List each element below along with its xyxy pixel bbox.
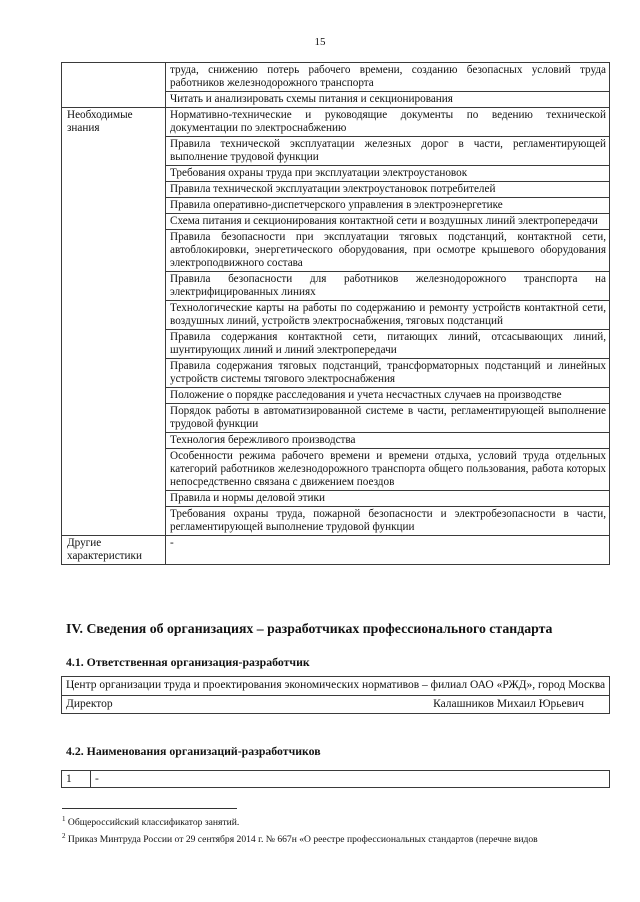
org-name-row	[62, 677, 610, 696]
footnotes	[62, 813, 612, 846]
row-label	[62, 63, 166, 108]
row-value: Технология бережливого производства	[166, 433, 610, 449]
row-value: Положение о порядке расследования и учета несчастных случаев на производстве	[166, 388, 610, 404]
org-position-row	[62, 695, 610, 714]
row-label: Необходимые знания	[62, 108, 166, 536]
row-value: Правила технической эксплуатации железных дорог в части, регламентирующей выполнение трудовой функции	[166, 137, 610, 166]
row-value: Правила оперативно-диспетчерского управления в электроэнергетике	[166, 198, 610, 214]
row-value: Технологические карты на работы по содержанию и ремонту устройств контактной сети, воздушных линий, устройств электроснабжения, тяговых подстанций	[166, 301, 610, 330]
footnote-separator	[62, 808, 237, 809]
section-title: IV. Сведения об организациях – разработчиках профессионального стандарта	[66, 621, 553, 636]
row-value: Правила содержания контактной сети, питающих линий, отсасывающих линий, шунтирующих линий и линий электропередачи	[166, 330, 610, 359]
table-row	[62, 536, 610, 565]
position-line	[66, 698, 606, 712]
knowledge-table	[61, 62, 610, 565]
person-name: Калашников Михаил Юрьевич	[433, 697, 584, 710]
developer-number: 1	[62, 771, 91, 788]
row-value: Правила содержания тяговых подстанций, трансформаторных подстанций и линейных устройств системы тягового электроснабжения	[166, 359, 610, 388]
footnote: $^1$ Общероссийский классификатор занятий.	[62, 815, 240, 829]
row-value: Требования охраны труда при эксплуатации электроустановок	[166, 166, 610, 182]
responsible-org-table	[61, 676, 610, 714]
row-value: Особенности режима рабочего времени и времени отдыха, условий труда отдельных категорий работников железнодорожного транспорта общего пользования, работа которых непосредственно связана с движением поездов	[166, 449, 610, 491]
row-value: Правила безопасности при эксплуатации тяговых подстанций, контактной сети, автоблокировки, энергетического оборудования, при осмотре крышевого оборудования электроподвижного состава	[166, 230, 610, 272]
row-value: Требования охраны труда, пожарной безопасности и электробезопасности в части, регламентирующей выполнение трудовой функции	[166, 507, 610, 536]
position-title: Директор	[66, 697, 113, 710]
row-value: Правила технической эксплуатации электроустановок потребителей	[166, 182, 610, 198]
row-value: Читать и анализировать схемы питания и секционирования	[166, 92, 610, 108]
row-value: труда, снижению потерь рабочего времени, созданию безопасных условий труда работников железнодорожного транспорта	[166, 63, 610, 92]
subsection-title-responsible: 4.1. Ответственная организация-разработчик	[66, 655, 310, 669]
developer-name: -	[91, 771, 610, 788]
page-number: 15	[314, 36, 326, 48]
row-value: Порядок работы в автоматизированной системе в части, регламентирующей выполнение трудовой функции	[166, 404, 610, 433]
row-value: Схема питания и секционирования контактной сети и воздушных линий электропередачи	[166, 214, 610, 230]
row-value: -	[166, 536, 610, 565]
subsection-title-developers: 4.2. Наименования организаций-разработчиков	[66, 744, 321, 758]
table-row	[62, 63, 610, 92]
footnote: $^2$ Приказ Минтруда России от 29 сентября 2014 г. № 667н «О реестре профессиональных стандартов (перечне видов	[62, 831, 538, 845]
table-row	[62, 108, 610, 137]
row-value: Нормативно-технические и руководящие документы по ведению технической документации по электроснабжению	[166, 108, 610, 137]
developers-table	[61, 770, 610, 788]
developer-row	[62, 771, 610, 788]
row-label: Другие характеристики	[62, 536, 166, 565]
org-name: Центр организации труда и проектирования экономических нормативов – филиал ОАО «РЖД», город Москва	[62, 677, 610, 696]
row-value: Правила безопасности для работников железнодорожного транспорта на электрифицированных линиях	[166, 272, 610, 301]
row-value: Правила и нормы деловой этики	[166, 491, 610, 507]
